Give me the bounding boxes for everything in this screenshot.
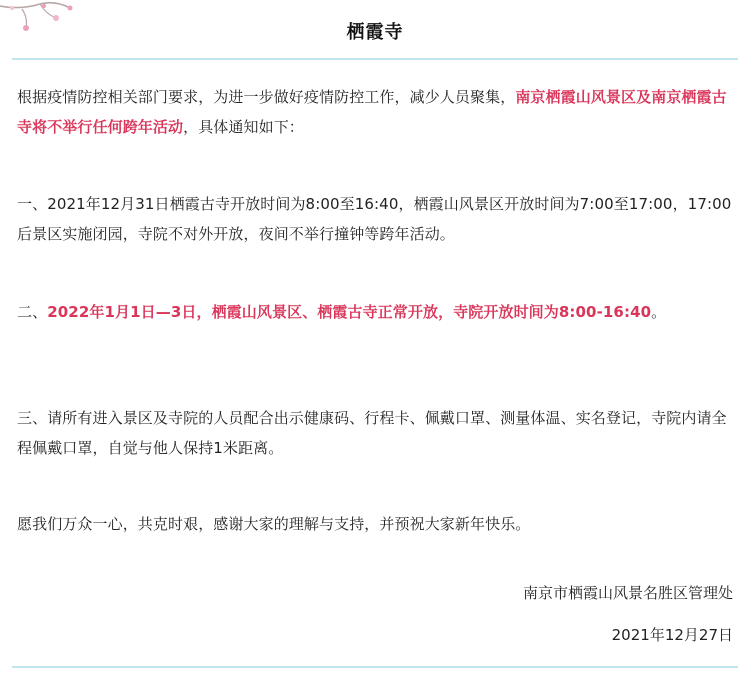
item-two-suffix: 。 <box>651 303 667 321</box>
intro-highlight: 南京栖霞山风景区及南京栖霞古寺将不举行任何跨年活动 <box>17 88 727 136</box>
intro-text-before: 根据疫情防控相关部门要求，为进一步做好疫情防控工作，减少人员聚集， <box>17 88 516 106</box>
item-two-prefix: 二、 <box>17 303 48 321</box>
item-two-paragraph <box>17 297 739 327</box>
closing-paragraph: 愿我们万众一心，共克时艰，感谢大家的理解与支持，并预祝大家新年快乐。 <box>17 515 531 533</box>
signature-date: 2021年12月27日 <box>611 626 733 644</box>
intro-paragraph <box>17 82 739 142</box>
top-divider <box>12 58 738 60</box>
signature-organization: 南京市栖霞山风景名胜区管理处 <box>522 584 733 602</box>
item-two-highlight: 2022年1月1日—3日，栖霞山风景区、栖霞古寺正常开放，寺院开放时间为8:00-16:40 <box>47 303 652 321</box>
item-three-paragraph: 三、请所有进入景区及寺院的人员配合出示健康码、行程卡、佩戴口罩、测量体温、实名登记，寺院内请全程佩戴口罩，自觉与他人保持1米距离。 <box>17 409 727 457</box>
page-title: 栖霞寺 <box>346 22 404 43</box>
intro-text-after: ，具体通知如下： <box>183 118 304 136</box>
bottom-divider <box>12 666 738 668</box>
item-one-paragraph: 一、2021年12月31日栖霞古寺开放时间为8:00至16:40，栖霞山风景区开放时间为7:00至17:00，17:00后景区实施闭园，寺院不对外开放，夜间不举行撞钟等跨年活动。 <box>17 195 732 243</box>
